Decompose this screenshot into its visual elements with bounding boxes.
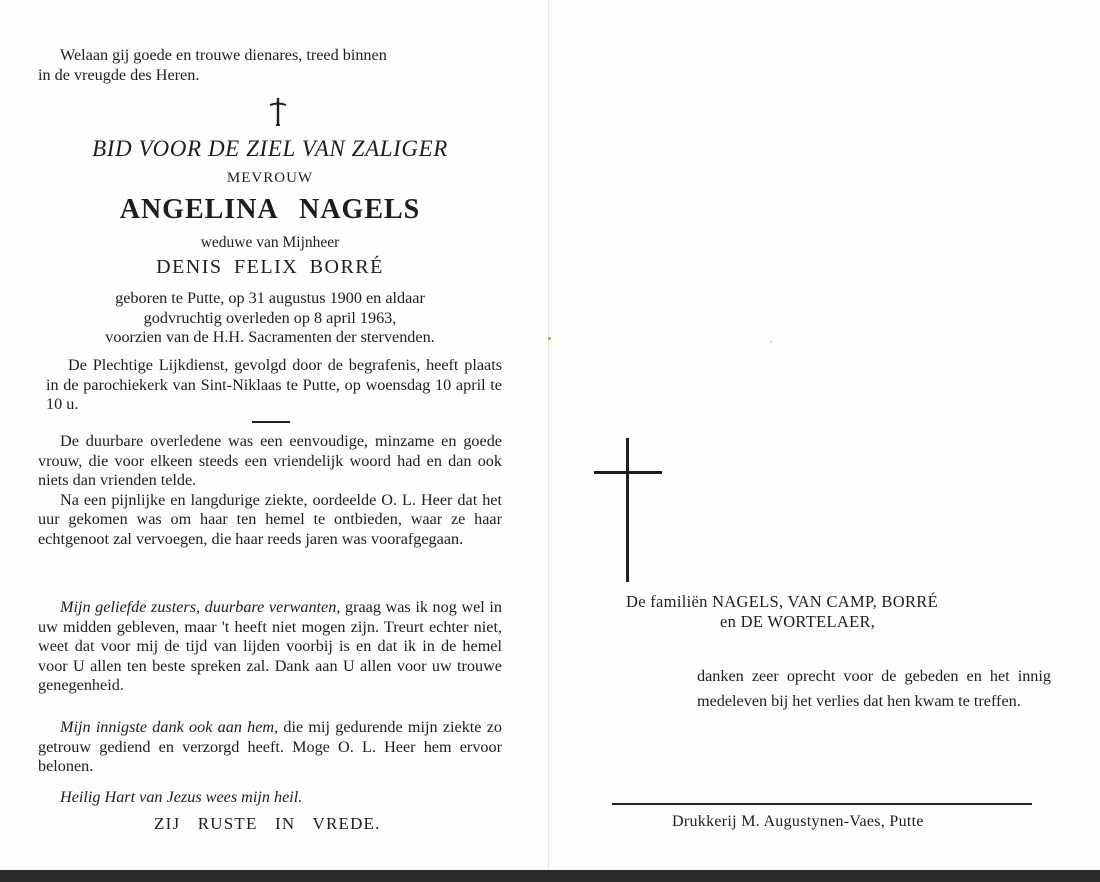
birth-line-1: geboren te Putte, op 31 augustus 1900 en aldaar: [115, 289, 425, 307]
printer-credit: Drukkerij M. Augustynen-Vaes, Putte: [672, 813, 924, 830]
thanks-paragraph: [38, 718, 502, 777]
families-line-2: en DE WORTELAER,: [720, 611, 876, 631]
bio-paragraph-2: Na een pijnlijke en langdurige ziekte, oordeelde O. L. Heer dat het uur gekomen was om haar ten hemel te ontbieden, waar ze haar echtgenoot zal vervoegen, die haar reeds jaren was voorafgegaan.: [38, 490, 502, 548]
card-fold: [548, 0, 549, 870]
birth-details: [38, 289, 502, 348]
scan-bottom-edge: [0, 870, 1100, 882]
birth-line-3: voorzien van de H.H. Sacramenten der stervenden.: [105, 328, 435, 346]
message-rest: graag was ik nog wel in uw midden gebleven, maar 't heeft niet mogen zijn. Treurt echter niet, weet dat voor mij de tijd van lijden voorbij is en dat ik in de hemel voor U allen ten beste spreken zal. Dank aan U allen voor uw trouwe genegenheid.: [38, 598, 502, 694]
thanks-rest: die mij gedurende mijn ziekte zo getrouw gediend en verzorgd heeft. Moge O. L. Heer hem ervoor belonen.: [38, 718, 502, 775]
right-panel: [560, 0, 1100, 870]
printer-rule: [612, 803, 1032, 805]
families-line-1: De familiën NAGELS, VAN CAMP, BORRÉ: [626, 592, 938, 611]
prayer-line: Heilig Hart van Jezus wees mijn heil.: [60, 788, 303, 806]
epigraph: [38, 46, 502, 85]
birth-line-2: godvruchtig overleden op 8 april 1963,: [143, 308, 397, 327]
bio-paragraph-1: De duurbare overledene was een eenvoudige, minzame en goede vrouw, die voor elkeen steeds een vriendelijk woord had en dan ook niets dan vrienden telde.: [38, 432, 502, 489]
small-cross-icon: [267, 96, 289, 128]
thanks-message: [38, 718, 502, 777]
families: [560, 592, 1100, 631]
deceased-name: ANGELINA NAGELS: [119, 194, 421, 225]
spouse-name: DENIS FELIX BORRÉ: [156, 256, 384, 278]
gratitude-text: danken zeer oprecht voor de gebeden en het innig medeleven bij het verlies dat hen kwam te treffen.: [697, 667, 1051, 710]
spouse-intro: weduwe van Mijnheer: [200, 234, 340, 251]
divider-line: [252, 421, 290, 423]
message-italic: Mijn geliefde zusters, duurbare verwanten,: [60, 598, 341, 616]
funeral-notice: [46, 356, 502, 415]
title-prefix: MEVROUW: [226, 170, 314, 186]
farewell-message: [38, 598, 502, 696]
closing-line: ZIJ RUSTE IN VREDE.: [154, 814, 381, 833]
funeral-text: De Plechtige Lijkdienst, gevolgd door de begrafenis, heeft plaats in de parochiekerk van Sint-Niklaas te Putte, op woensdag 10 april te 10 u.: [46, 356, 502, 413]
epigraph-line-1: Welaan gij goede en trouwe dienares, treed binnen: [60, 46, 387, 64]
paper-speck: [770, 341, 772, 343]
gratitude: [697, 664, 1051, 714]
message-paragraph: [38, 598, 502, 696]
headline: BID VOOR DE ZIEL VAN ZALIGER: [92, 136, 448, 161]
biography: [38, 432, 502, 549]
large-cross-icon: [594, 438, 664, 582]
epigraph-line-2: in de vreugde des Heren.: [38, 65, 200, 84]
paper-speck: [548, 337, 551, 340]
thanks-italic: Mijn innigste dank ook aan hem,: [60, 718, 279, 736]
